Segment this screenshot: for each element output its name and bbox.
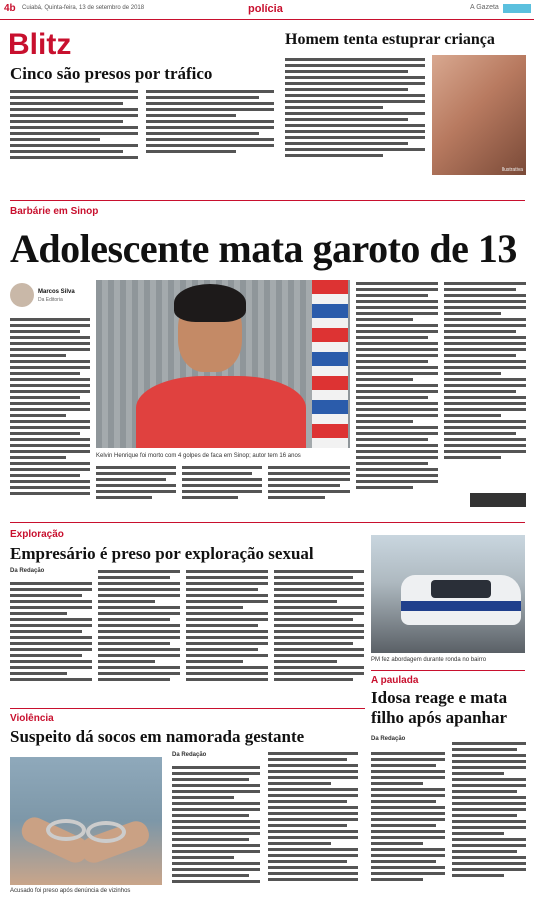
- byline-empresario: Da Redação: [10, 568, 45, 574]
- brand-logo-icon: [503, 4, 531, 13]
- divider: [10, 708, 365, 709]
- body-text-main-col1: [10, 318, 90, 508]
- body-text-idosa-col1: [371, 752, 445, 892]
- body-text-main-col5: [356, 282, 438, 508]
- kicker-violencia: Violência: [10, 713, 54, 724]
- divider: [10, 522, 525, 523]
- body-text-main-col4: [268, 466, 350, 510]
- body-text-trafico-col2: [146, 90, 274, 172]
- brand-name: A Gazeta: [470, 4, 499, 11]
- body-text-main-col2: [96, 466, 176, 510]
- divider: [10, 200, 525, 201]
- headline-empresario: Empresário é preso por exploração sexual: [10, 544, 314, 563]
- byline-suspeito: Da Redação: [172, 752, 207, 758]
- dateline: Cuiabá, Quinta-feira, 13 de setembro de 2018: [22, 5, 145, 11]
- headline-trafico: Cinco são presos por tráfico: [10, 64, 213, 83]
- headline-idosa: Idosa reage e mata filho após apanhar: [371, 688, 508, 727]
- byline-idosa: Da Redação: [371, 736, 406, 742]
- body-text-main-col6: [444, 282, 526, 488]
- author-name: Marcos Silva: [38, 289, 75, 295]
- body-text-trafico-col1: [10, 90, 138, 172]
- divider: [371, 670, 525, 671]
- body-text-emp-col1: [10, 582, 92, 692]
- photo-child: [432, 55, 526, 175]
- kicker-exploracao: Exploração: [10, 529, 64, 540]
- body-text-emp-col3: [186, 570, 268, 692]
- photo-caption-main: Kelvin Henrique foi morto com 4 golpes de faca em Sinop; autor tem 16 anos: [96, 453, 301, 459]
- author-avatar: [10, 283, 34, 307]
- kicker-barbarie: Barbárie em Sinop: [10, 206, 99, 217]
- body-text-susp-col1: [172, 766, 260, 894]
- body-text-emp-col2: [98, 570, 180, 692]
- body-text-idosa-col2: [452, 742, 526, 892]
- body-text-main-col3: [182, 466, 262, 510]
- author-role: Da Editoria: [38, 297, 63, 303]
- section-title: polícia: [248, 3, 283, 15]
- kicker-paulada: A paulada: [371, 675, 419, 686]
- body-text-estupro: [285, 58, 425, 176]
- photo-credit: Ilustrativa: [501, 167, 523, 173]
- photo-victim: [96, 280, 350, 448]
- page-number: 4b: [4, 3, 16, 14]
- photo-handcuffs: [10, 757, 162, 885]
- blitz-label: Blitz: [8, 28, 72, 61]
- headline-estupro: Homem tenta estuprar criança: [285, 31, 495, 48]
- body-text-emp-col4: [274, 570, 364, 692]
- photo-caption-cuffs: Acusado foi preso após denúncia de vizinhos: [10, 888, 131, 894]
- headline-suspeito: Suspeito dá socos em namorada gestante: [10, 727, 305, 746]
- main-headline: Adolescente mata garoto de 13: [10, 226, 517, 271]
- body-text-susp-col2: [268, 752, 358, 894]
- qr-code-icon: [470, 493, 526, 507]
- photo-caption-car: PM fez abordagem durante ronda no bairro: [371, 657, 487, 663]
- photo-police-car: [371, 535, 525, 653]
